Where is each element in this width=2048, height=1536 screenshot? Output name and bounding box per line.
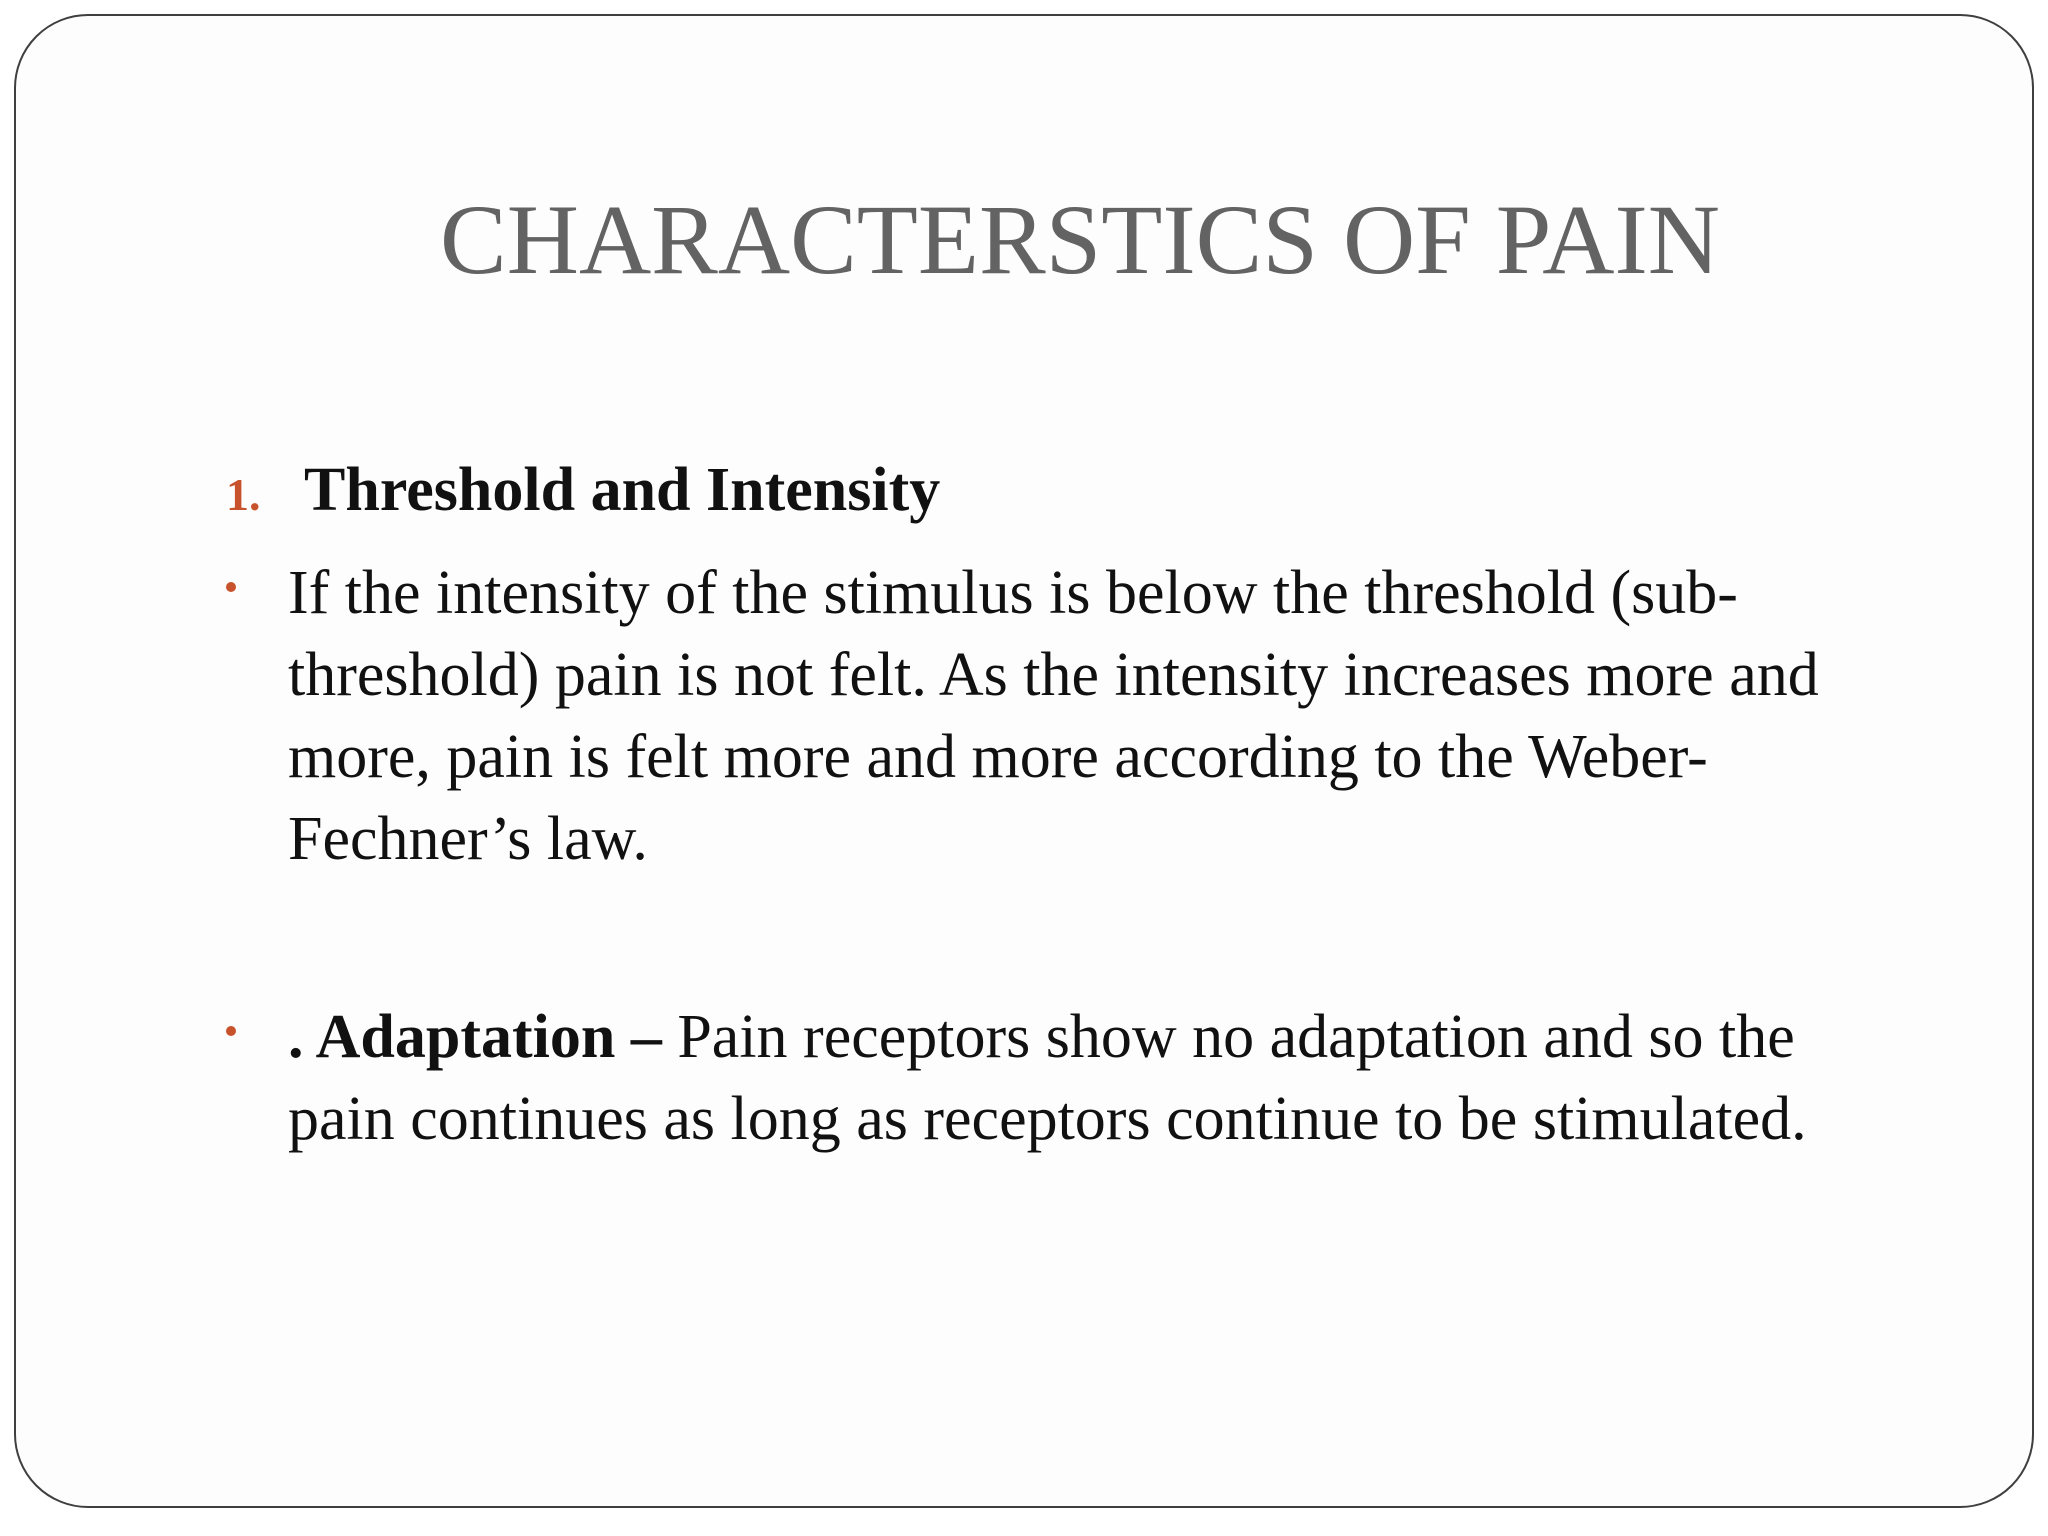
slide-title: CHARACTERSTICS OF PAIN [440, 184, 1720, 295]
section-number: 1. [226, 469, 261, 520]
bullet-item-threshold [226, 552, 1906, 880]
bullet-dot-icon [226, 1026, 236, 1036]
bullet-dot-icon [226, 582, 236, 592]
section-heading [226, 455, 940, 535]
bullet-text [288, 996, 1906, 1160]
bullet-item-adaptation [226, 996, 1906, 1160]
bullet-lead-term: . Adaptation – [288, 1003, 662, 1071]
section-heading-text: Threshold and Intensity [304, 456, 941, 524]
bullet-body: Pain receptors show no adaptation and so the pain continues as long as receptors continue to be stimulated. [288, 1003, 1807, 1153]
bullet-text: If the intensity of the stimulus is below the threshold (sub-threshold) pain is not felt. As the intensity increases more and more, pain is felt more and more according to the Weber-Fechner’s law. [288, 559, 1819, 873]
